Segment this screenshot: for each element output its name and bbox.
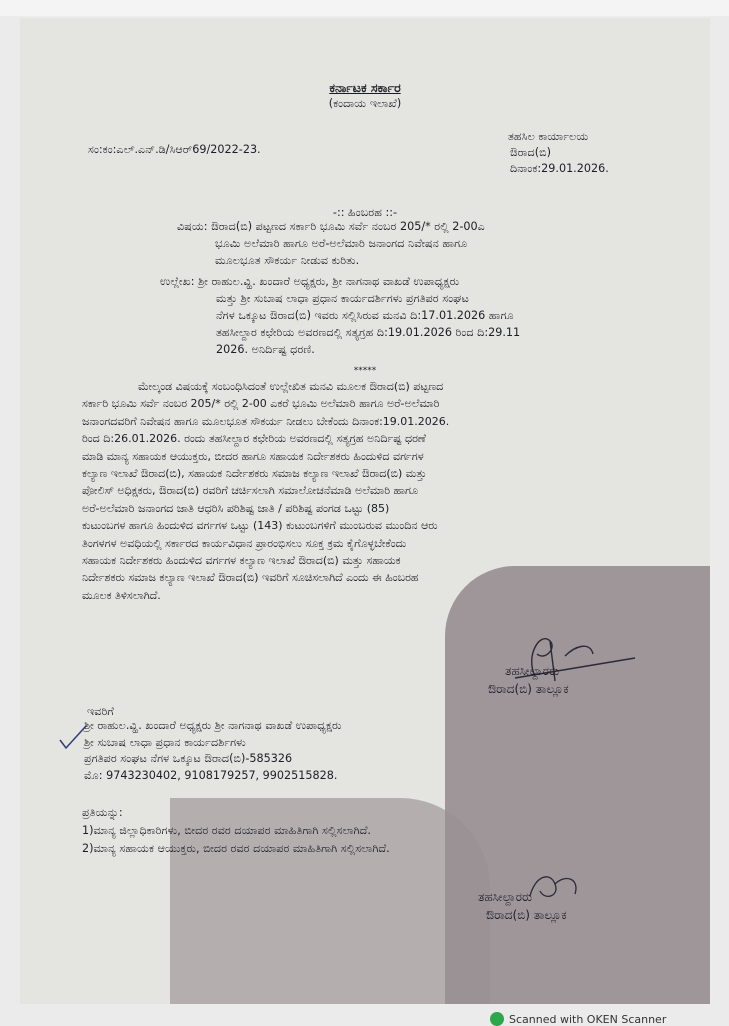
body-line: ಕುಟುಂಬಗಳ ಹಾಗೂ ಹಿಂದುಳಿದ ವರ್ಗಗಳ ಒಟ್ಟು (143) ಕುಟುಂಬಗಳಿಗೆ ಮುಂಬರುವ ಮುಂದಿನ ಆರು	[82, 519, 438, 533]
body-text	[82, 378, 449, 604]
addressee-line: ಮೊ: 9743230402, 9108179257, 9902515828.	[84, 768, 338, 782]
addressee-label: ಇವರಿಗೆ	[87, 705, 114, 718]
body-line: ಮೇಲ್ಕಂಡ ವಿಷಯಕ್ಕೆ ಸಂಬಂಧಿಸಿದಂತೆ ಉಲ್ಲೇಖಿತ ಮನವಿ ಮೂಲಕ ಔರಾದ(ಬಿ) ಪಟ್ಟಣದ	[138, 380, 444, 393]
copy-line: 1)ಮಾನ್ಯ ಜಿಲ್ಲಾಧಿಕಾರಿಗಳು, ಬೀದರ ರವರ ದಯಾಪರ ಮಾಹಿತಿಗಾಗಿ ಸಲ್ಲಿಸಲಾಗಿದೆ.	[82, 824, 371, 837]
subject-line: ವಿಷಯ: ಔರಾದ(ಬಿ) ಪಟ್ಟಣದ ಸರ್ಕಾರಿ ಭೂಮಿ ಸರ್ವೆ ನಂಬರ 205/* ರಲ್ಲಿ 2-00ಎ	[177, 220, 485, 233]
body-line: ಮಾಡಿ ಮಾನ್ಯ ಸಹಾಯಕ ಆಯುಕ್ತರು, ಬೀದರ ಹಾಗೂ ಸಹಾಯಕ ನಿರ್ದೇಶಕರು ಹಿಂದುಳಿದ ವರ್ಗಗಳ	[82, 449, 424, 463]
signatory-title: ತಹಸೀಲ್ದಾರರು	[505, 664, 560, 678]
body-line: ರಿಂದ ದಿ:26.01.2026. ರಂದು ತಹಸೀಲ್ದಾರ ಕಛೇರಿಯ ಅವರಣದಲ್ಲಿ ಸತ್ಯಗ್ರಹ ಅನಿರ್ದಿಷ್ಟ ಧರಣೆ	[82, 432, 426, 446]
reference-line: ನೆಗಳ ಒಕ್ಕೂಟ ಔರಾದ(ಬಿ) ಇವರು ಸಲ್ಲಿಸಿರುವ ಮನವಿ ದಿ:17.01.2026 ಹಾಗೂ	[216, 309, 514, 322]
signatory-place: ಔರಾದ(ಬಿ) ತಾಲ್ಲೂಕ	[488, 682, 569, 696]
government-title: ಕರ್ನಾಟಕ ಸರ್ಕಾರ	[329, 80, 401, 95]
subject-block	[177, 218, 485, 269]
document-page	[20, 18, 710, 1004]
body-line: ಅರೆ-ಅಲೆಮಾರಿ ಜನಾಂಗದ ಜಾತಿ ಆಧರಿಸಿ ಪರಿಶಿಷ್ಟ ಜಾತಿ / ಪರಿಶಿಷ್ಟ ಪಂಗಡ ಒಟ್ಟು (85)	[82, 501, 390, 515]
copy-line: 2)ಮಾನ್ಯ ಸಹಾಯಕ ಆಯುಕ್ತರು, ಬೀದರ ರವರ ದಯಾಪರ ಮಾಹಿತಿಗಾಗಿ ಸಲ್ಲಿಸಲಾಗಿದೆ.	[82, 842, 390, 855]
body-line: ತಿಂಗಳಗಳ ಅವಧಿಯಲ್ಲಿ ಸರ್ಕಾರದ ಕಾರ್ಯವಿಧಾನ ಪ್ರಾರಂಭಿಸಲು ಸೂಕ್ತ ಕ್ರಮ ಕೈಗೊಳ್ಳಬೇಕೆಂದು	[82, 536, 407, 550]
reference-line: ಮತ್ತು ಶ್ರೀ ಸುಬಾಷ ಲಾಧಾ ಪ್ರಧಾನ ಕಾರ್ಯದರ್ಶಿಗಳು ಪ್ರಗತಿಪರ ಸಂಘಟ	[216, 292, 469, 305]
reference-line: 2026. ಅನಿರ್ದಿಷ್ಟ ಧರಣಿ.	[216, 343, 315, 356]
addressee-line: ಶ್ರೀ ಸುಬಾಷ ಲಾಧಾ ಪ್ರಧಾನ ಕಾರ್ಯದರ್ಶಿಗಳು	[84, 735, 246, 749]
office-place: ಔರಾದ(ಬಿ)	[510, 146, 551, 159]
signatory-place-2: ಔರಾದ(ಬಿ) ತಾಲ್ಲೂಕ	[486, 908, 567, 922]
body-line: ಪೋಲಿಸ್ ಅಧಿಕ್ಷಕರು, ಔರಾದ(ಬಿ) ರವರಿಗೆ ಚರ್ಚಿಸಲಾಗಿ ಸಮಾಲೋಚನೆಮಾಡಿ ಅಲೆಮಾರಿ ಹಾಗೂ	[82, 484, 418, 498]
copies-block	[82, 822, 390, 858]
body-line: ಮೂಲಕ ತಿಳಿಸಲಾಗಿದೆ.	[82, 588, 161, 602]
reference-line: ಉಲ್ಲೇಖ: ಶ್ರೀ ರಾಹುಲ.ವ್ಹಿ. ಖಂದಾರೆ ಅಧ್ಯಕ್ಷರು, ಶ್ರೀ ನಾಗನಾಥ ವಾಖಡೆ ಉಪಾಧ್ಯಕ್ಷರು	[160, 275, 460, 288]
subject-line: ಮೂಲಭೂತ ಸೌಕರ್ಯ ನೀಡುವ ಕುರಿತು.	[215, 254, 360, 267]
top-band	[0, 0, 729, 16]
body-line: ಕಲ್ಯಾಣ ಇಲಾಖೆ ಔರಾದ(ಬಿ), ಸಹಾಯಕ ನಿರ್ದೇಶಕರು ಸಮಾಜ ಕಲ್ಯಾಣ ಇಲಾಖೆ ಔರಾದ(ಬಿ) ಮತ್ತು	[82, 467, 427, 481]
reference-number: ಸಂ:ಕಂ:ಎಲ್.ಎನ್.ಡಿ/ಸಿಆರ್69/2022-23.	[88, 143, 261, 156]
reference-line: ತಹಸೀಲ್ದಾರ ಕಛೇರಿಯ ಅವರಣದಲ್ಲಿ ಸತ್ಯಗ್ರಹ ದಿ:19.01.2026 ರಿಂದ ದಿ:29.11	[216, 326, 521, 339]
addressee-line: ಪ್ರಗತಿಪರ ಸಂಘಟ ನೆಗಳ ಒಕ್ಕೂಟ ಔರಾದ(ಬಿ)-585326	[84, 752, 293, 765]
department-subtitle: (ಕಂದಾಯ ಇಲಾಖೆ)	[328, 97, 402, 110]
body-line: ಸಹಾಯಕ ನಿರ್ದೇಶಕರು ಹಿಂದುಳಿದ ವರ್ಗಗಳ ಕಲ್ಯಾಣ ಇಲಾಖೆ ಔರಾದ(ಬಿ) ಮತ್ತು ಸಹಾಯಕ	[82, 554, 401, 568]
letter-date: ದಿನಾಂಕ:29.01.2026.	[510, 162, 609, 175]
scanner-text: Scanned with OKEN Scanner	[509, 1012, 667, 1026]
reference-block	[160, 273, 520, 358]
separator: *****	[353, 366, 377, 376]
body-line: ಜನಾಂಗದವರಿಗೆ ನಿವೇಷನ ಹಾಗೂ ಮೂಲಭೂತ ಸೌಕರ್ಯ ನೀಡಲು ಬೇಕೆಂದು ದಿನಾಂಕ:19.01.2026.	[82, 414, 450, 428]
body-line: ಸರ್ಕಾರಿ ಭೂಮಿ ಸರ್ವೆ ನಂಬರ 205/* ರಲ್ಲಿ 2-00 ಎಕರೆ ಭೂಮಿ ಅಲೆಮಾರಿ ಹಾಗೂ ಅರೆ-ಅಲೆಮಾರಿ	[82, 397, 440, 411]
copies-label: ಪ್ರತಿಯನ್ನು:	[82, 806, 123, 819]
body-line: ನಿರ್ದೇಶಕರು ಸಮಾಜ ಕಲ್ಯಾಣ ಇಲಾಖೆ ಔರಾದ(ಬಿ) ಇವರಿಗೆ ಸೂಚಿಸಲಾಗಿದೆ ಎಂದು ಈ ಹಿಂಬರಹ	[82, 571, 419, 585]
addressee-block	[84, 718, 342, 784]
subject-line: ಭೂಮಿ ಅಲೆಮಾರಿ ಹಾಗೂ ಅರೆ-ಅಲೆಮಾರಿ ಜನಾಂಗದ ನಿವೇಷನ ಹಾಗೂ	[215, 237, 468, 250]
office-name: ತಹಸಿಲ ಕಾರ್ಯಾಲಯ	[508, 130, 589, 143]
memo-title: -:: ಹಿಂಬರಹ ::-	[332, 206, 398, 219]
signatory-title-2: ತಹಸೀಲ್ದಾರರು	[478, 890, 533, 904]
addressee-line: ಶ್ರೀ ರಾಹುಲ.ವ್ಹಿ. ಖಂದಾರೆ ಅಧ್ಯಕ್ಷರು ಶ್ರೀ ನಾಗನಾಥ ವಾಖಡೆ ಉಪಾಧ್ಯಕ್ಷರು	[84, 719, 342, 732]
